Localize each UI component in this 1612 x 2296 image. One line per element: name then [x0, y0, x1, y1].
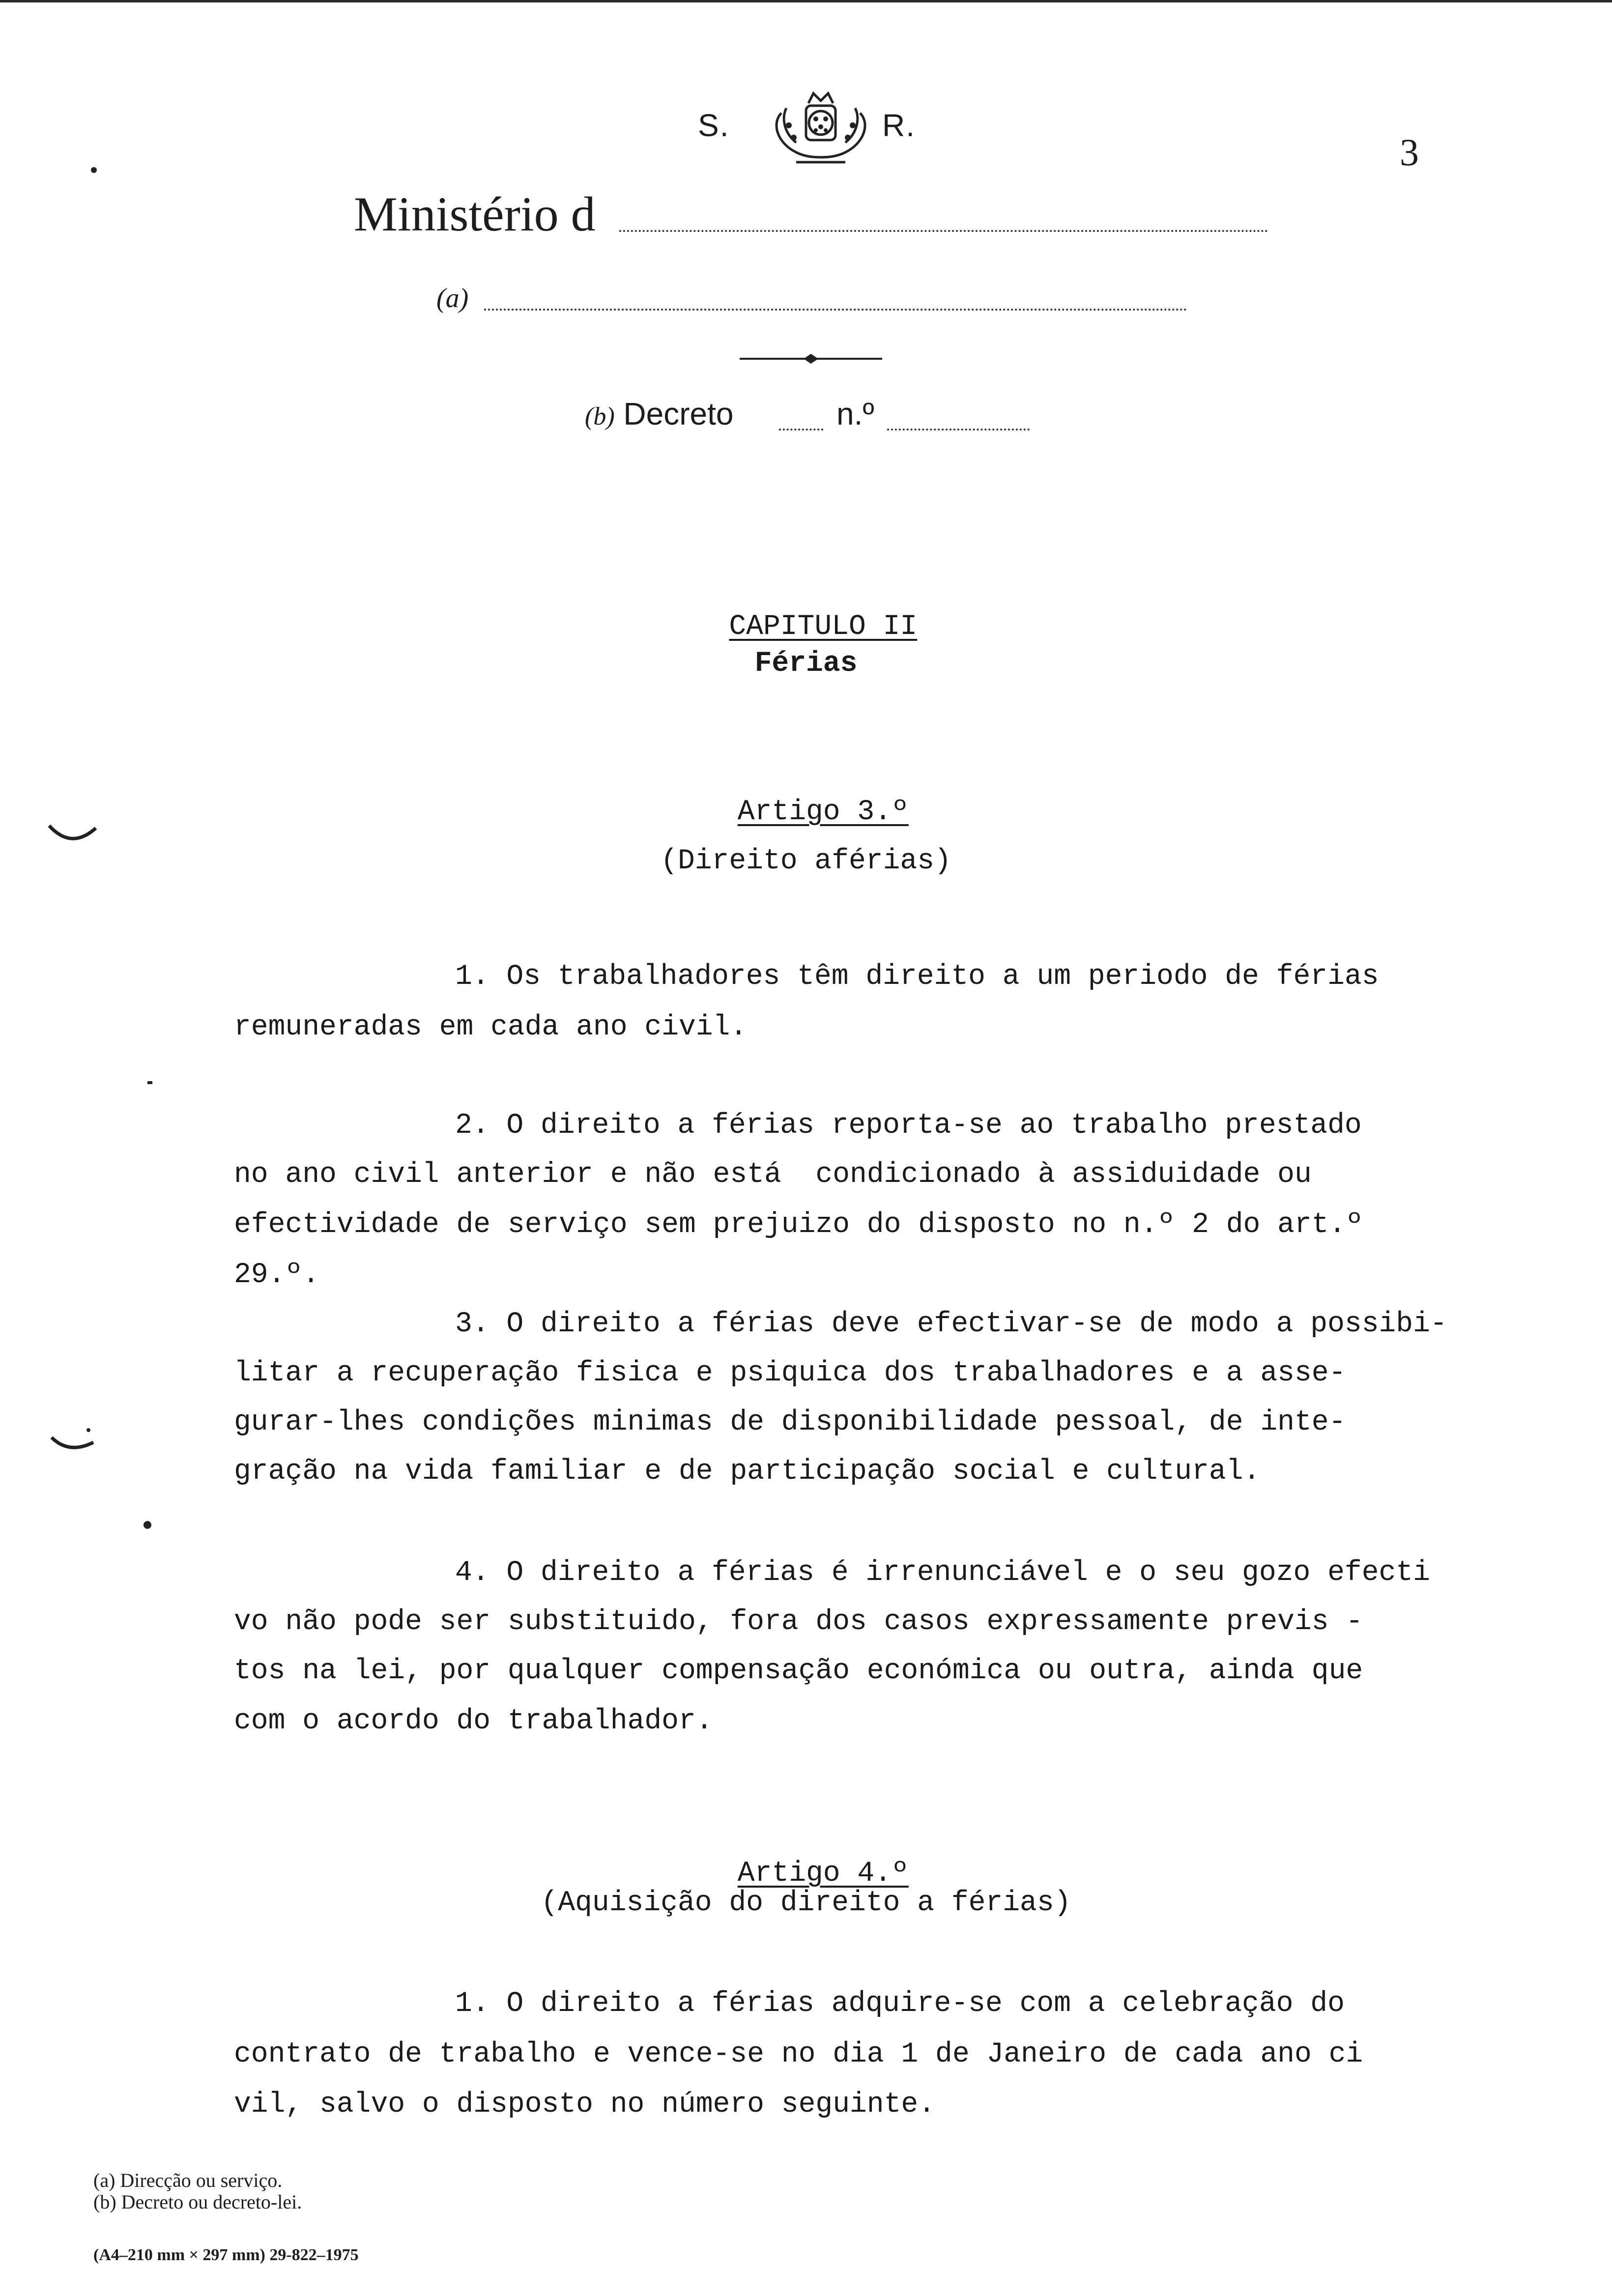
footnote-a: (a) Direcção ou serviço.: [93, 2169, 283, 2191]
footnotes: [93, 2170, 302, 2213]
article4-heading: (Aquisição do direito a férias): [541, 1887, 1071, 1919]
chapter-title: CAPITULO II: [729, 611, 918, 643]
chapter-subtitle: Férias: [754, 648, 858, 680]
article3-p3-line1: 3. O direito a férias deve efectivar-se de modo a possibi-: [455, 1308, 1447, 1340]
scan-mark-hook: [49, 1425, 103, 1464]
header-right-letter: R.: [882, 108, 916, 143]
field-a-label: (a): [436, 283, 469, 314]
footnote-b: (b) Decreto ou decreto-lei.: [93, 2191, 302, 2213]
ministry-title: Ministério d: [354, 187, 596, 241]
coat-of-arms-seal-icon: [767, 84, 875, 167]
article3-p1-line1: 1. Os trabalhadores têm direito a um periodo de férias: [455, 961, 1379, 993]
article4-title: Artigo 4.º: [737, 1858, 909, 1890]
article3-p2-line2: no ano civil anterior e não está condicionado à assiduidade ou: [234, 1159, 1312, 1191]
scan-dot-1: [91, 167, 97, 173]
decreto-dotted-line: [779, 429, 823, 430]
article3-heading: (Direito aférias): [661, 845, 951, 877]
ornament-divider-icon: [740, 351, 882, 366]
article3-title: Artigo 3.º: [737, 796, 909, 828]
article3-p3-line3: gurar-lhes condições minimas de disponibilidade pessoal, de inte-: [234, 1406, 1346, 1438]
print-code: (A4–210 mm × 297 mm) 29-822–1975: [93, 2246, 359, 2264]
article3-p2-line4: 29.º.: [234, 1259, 320, 1291]
numero-label: n.º: [836, 396, 874, 431]
field-a-dotted-line: [484, 309, 1187, 311]
ministry-dotted-line: [619, 230, 1268, 232]
article3-p2-line1: 2. O direito a férias reporta-se ao trabalho prestado: [455, 1110, 1362, 1142]
article3-p4-line2: vo não pode ser substituido, fora dos casos expressamente previs -: [234, 1606, 1363, 1638]
article3-p4-line1: 4. O direito a férias é irrenunciável e o seu gozo efecti: [455, 1557, 1430, 1589]
decreto-prefix: (b): [585, 402, 615, 430]
chapter-title-wrap: [0, 579, 1612, 643]
numero-dotted-line: [887, 429, 1030, 430]
scan-dot-3: [147, 1081, 152, 1084]
article3-p2-line3: efectividade de serviço sem prejuizo do disposto no n.º 2 do art.º: [234, 1209, 1363, 1241]
article4-p1-line2: contrato de trabalho e vence-se no dia 1 de Janeiro de cada ano ci: [234, 2038, 1363, 2070]
article4-title-wrap: [0, 1826, 1612, 1890]
article3-p1-line2: remuneradas em cada ano civil.: [234, 1011, 748, 1043]
page-number: 3: [1400, 131, 1419, 173]
decreto-line: [585, 396, 734, 432]
article3-p4-line4: com o acordo do trabalhador.: [234, 1705, 713, 1737]
decreto-word: Decreto: [623, 396, 734, 431]
article3-p3-line2: litar a recuperação fisica e psiquica dos trabalhadores e a asse-: [234, 1357, 1346, 1389]
scan-mark-check: [47, 821, 101, 850]
article4-p1-line3: vil, salvo o disposto no número seguinte.: [234, 2089, 936, 2121]
article3-p3-line4: gração na vida familiar e de participação social e cultural.: [234, 1456, 1261, 1488]
article3-p4-line3: tos na lei, por qualquer compensação económica ou outra, ainda que: [234, 1655, 1363, 1687]
article3-title-wrap: [0, 764, 1612, 828]
scan-dot-2: [144, 1521, 151, 1529]
article4-p1-line1: 1. O direito a férias adquire-se com a celebração do: [455, 1988, 1345, 2020]
top-border-rule: [0, 0, 1612, 2]
header-left-letter: S.: [698, 108, 730, 143]
